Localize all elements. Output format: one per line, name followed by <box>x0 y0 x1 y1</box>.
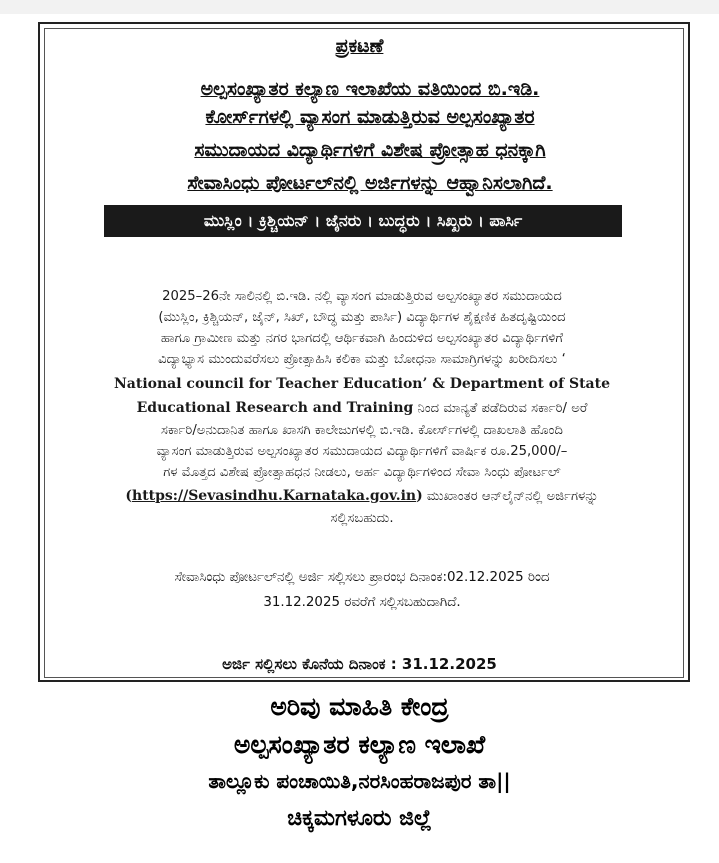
body-line-4: ವಿದ್ಯಾಭ್ಯಾಸ ಮುಂದುವರೆಸಲು ಪ್ರೋತ್ಸಾಹಿಸಿ ಕಲಿಕಾ ಮತ್ತು ಬೋಧನಾ ಸಾಮಾಗ್ರಿಗಳನ್ನು ಖರೀದಿಸಲು ‘ <box>158 352 566 367</box>
body-line-5 <box>62 374 662 396</box>
url-close-paren: ) <box>416 488 423 504</box>
notice-title: ಪ್ರಕಟಣೆ <box>335 35 384 57</box>
body-line-10: (https://Sevasindhu.Karnataka.gov.in) ಮುಖಾಂತರ ಆನ್‌ಲೈನ್‌ನಲ್ಲಿ ಅರ್ಜಿಗಳನ್ನು <box>125 488 599 504</box>
footer-block <box>0 684 719 863</box>
body-line-2: (ಮುಸ್ಲಿಂ, ಕ್ರಿಶ್ಚಿಯನ್, ಜೈನ್, ಸಿಖ್, ಬೌದ್ಧ ಮತ್ತು ಪಾರ್ಸಿ) ವಿದ್ಯಾರ್ಥಿಗಳ ಶೈಕ್ಷಣಿಕ ಹಿತದೃಷ್ಟಿಯಿಂದ <box>158 310 566 325</box>
scan-top-edge <box>0 0 719 14</box>
ampersand: & <box>427 376 450 392</box>
footer-line-3: ತಾಲ್ಲೂಕು ಪಂಚಾಯಿತಿ,ನರಸಿಂಹರಾಜಪುರ ತಾ|| <box>208 769 511 793</box>
body-line-9: ಗಳ ಮೊತ್ತದ ವಿಶೇಷ ಪ್ರೋತ್ಸಾಹಧನ ನೀಡಲು, ಅರ್ಹ ವಿದ್ಯಾರ್ಥಿಗಳಿಂದ ಸೇವಾ ಸಿಂಧು ಪೋರ್ಟಲ್ <box>163 465 561 480</box>
dsert-name-part2: Educational Research and Training <box>136 400 414 416</box>
headline-line-2: ಕೋರ್ಸ್‌ಗಳಲ್ಲಿ ವ್ಯಾಸಂಗ ಮಾಡುತ್ತಿರುವ ಅಲ್ಪಸಂಖ್ಯಾತರ <box>205 106 535 128</box>
body-line-6: Educational Research and Training ನಿಂದ ಮಾನ್ಯತೆ ಪಡೆದಿರುವ ಸರ್ಕಾರಿ/ ಅರೆ <box>136 400 588 416</box>
ncte-name: National council for Teacher Education’ <box>114 376 428 392</box>
headline-line-1: ಅಲ್ಪಸಂಖ್ಯಾತರ ಕಲ್ಯಾಣ ಇಲಾಖೆಯ ವತಿಯಿಂದ ಬಿ.ಇಡಿ. <box>200 78 540 100</box>
headline-line-4: ಸೇವಾಸಿಂಧು ಪೋರ್ಟಲ್‌ನಲ್ಲಿ ಅರ್ಜಿಗಳನ್ನು ಆಹ್ವಾನಿಸಲಾಗಿದೆ. <box>187 172 553 194</box>
footer-line-2: ಅಲ್ಪಸಂಖ್ಯಾತರ ಕಲ್ಯಾಣ ಇಲಾಖೆ <box>233 730 486 759</box>
sevasindhu-link[interactable]: https://Sevasindhu.Karnataka.gov.in <box>132 488 417 504</box>
dsert-name-part1: Department of State <box>449 376 610 392</box>
last-date-line: ಅರ್ಜಿ ಸಲ್ಲಿಸಲು ಕೊನೆಯ ದಿನಾಂಕ : 31.12.2025 <box>222 655 497 673</box>
body-line-8: ವ್ಯಾಸಂಗ ಮಾಡುತ್ತಿರುವ ಅಲ್ಪಸಂಖ್ಯಾತರ ಸಮುದಾಯದ ವಿದ್ಯಾರ್ಥಿಗಳಿಗೆ ವಾರ್ಷಿಕ ರೂ.25,000/– <box>156 444 568 459</box>
body-line-3: ಹಾಗೂ ಗ್ರಾಮೀಣ ಮತ್ತು ನಗರ ಭಾಗದಲ್ಲಿ ಆರ್ಥಿಕವಾಗಿ ಹಿಂದುಳಿದ ಅಲ್ಪಸಂಖ್ಯಾತರ ವಿದ್ಯಾರ್ಥಿಗಳಿಗೆ <box>160 331 564 346</box>
url-open-paren: ( <box>125 488 133 504</box>
footer-line-4: ಚಿಕ್ಕಮಗಳೂರು ಜಿಲ್ಲೆ <box>287 806 432 831</box>
footer-line-1: ಅರಿವು ಮಾಹಿತಿ ಕೇಂದ್ರ <box>270 692 449 721</box>
headline-line-3: ಸಮುದಾಯದ ವಿದ್ಯಾರ್ಥಿಗಳಿಗೆ ವಿಶೇಷ ಪ್ರೋತ್ಸಾಹ ಧನಕ್ಕಾಗಿ <box>194 139 546 161</box>
body-line-11: ಸಲ್ಲಿಸಬಹುದು. <box>330 511 394 526</box>
body-line-1: 2025–26ನೇ ಸಾಲಿನಲ್ಲಿ ಬಿ.ಇಡಿ. ನಲ್ಲಿ ವ್ಯಾಸಂಗ ಮಾಡುತ್ತಿರುವ ಅಲ್ಪಸಂಖ್ಯಾತರ ಸಮುದಾಯದ <box>162 289 562 304</box>
communities-banner: ಮುಸ್ಲಿಂ । ಕ್ರಿಶ್ಚಿಯನ್ । ಜೈನರು । ಬುದ್ಧರು । ಸಿಖ್ಖರು । ಪಾರ್ಸಿ <box>104 205 622 237</box>
body-line-7: ಸರ್ಕಾರಿ/ಅನುದಾನಿತ ಹಾಗೂ ಖಾಸಗಿ ಕಾಲೇಜುಗಳಲ್ಲಿ ಬಿ.ಇಡಿ. ಕೋರ್ಸ್‌ಗಳಲ್ಲಿ ದಾಖಲಾತಿ ಹೊಂದಿ <box>160 423 564 438</box>
start-date-line: ಸೇವಾಸಿಂಧು ಪೋರ್ಟಲ್‌ನಲ್ಲಿ ಅರ್ಜಿ ಸಲ್ಲಿಸಲು ಪ್ರಾರಂಭ ದಿನಾಂಕ:02.12.2025 ರಿಂದ <box>174 570 550 585</box>
end-date-line: 31.12.2025 ರವರೆಗೆ ಸಲ್ಲಿಸಬಹುದಾಗಿದೆ. <box>263 595 461 610</box>
